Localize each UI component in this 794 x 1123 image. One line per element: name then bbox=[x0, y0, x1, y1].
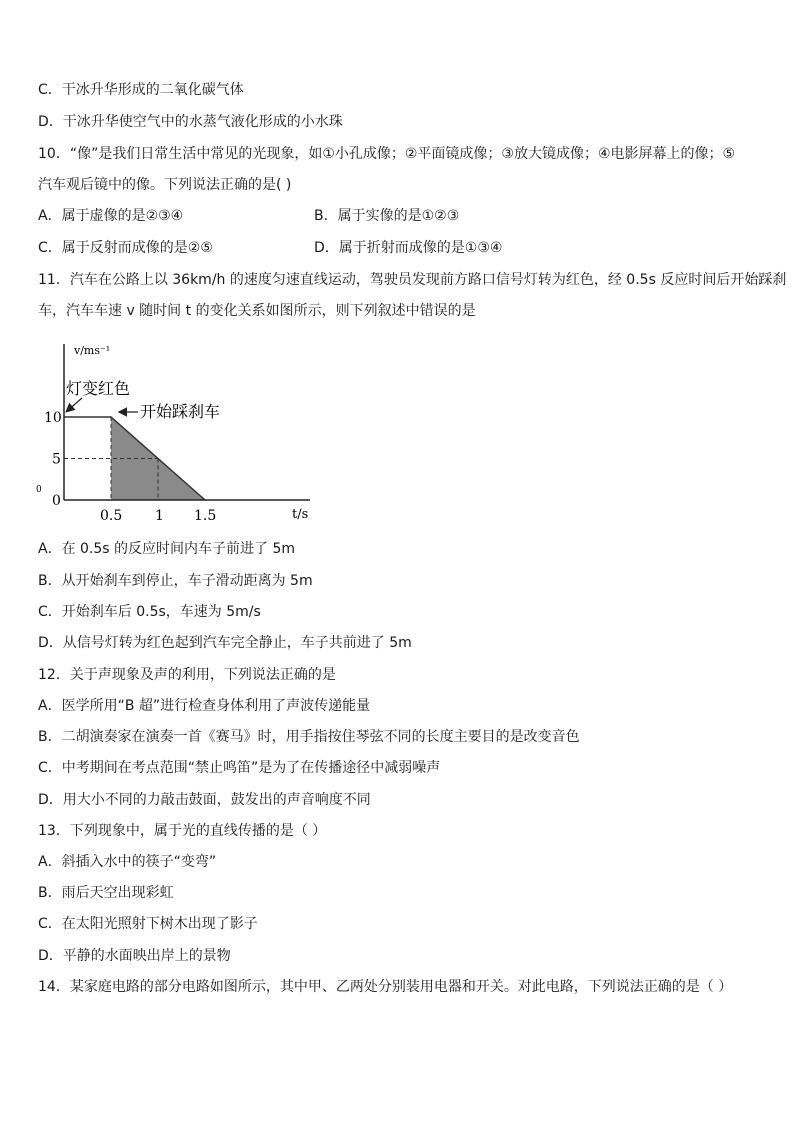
q10-stem-line1: 10．“像”是我们日常生活中常见的光现象，如①小孔成像；②平面镜成像；③放大镜成像；④电影屏幕上的像；⑤ bbox=[38, 146, 736, 162]
q12-option-b: B．二胡演奏家在演奏一首《赛马》时，用手指按住琴弦不同的长度主要目的是改变音色 bbox=[38, 729, 580, 745]
q12-option-a: A．医学所用“B 超”进行检查身体利用了声波传递能量 bbox=[38, 698, 371, 714]
q12-option-c: C．中考期间在考点范围“禁止鸣笛”是为了在传播途径中减弱噪声 bbox=[38, 760, 441, 776]
x-tick-1: 1 bbox=[155, 508, 164, 524]
x-axis-label: t/s bbox=[292, 507, 309, 522]
q13-option-b: B．雨后天空出现彩虹 bbox=[38, 885, 174, 901]
q11-option-b: B．从开始刹车到停止，车子滑动距离为 5m bbox=[38, 573, 313, 589]
y-tick-5: 5 bbox=[52, 451, 61, 468]
x-tick-05: 0.5 bbox=[100, 508, 123, 524]
q10-option-d: D．属于折射而成像的是①③④ bbox=[314, 240, 503, 256]
q11-stem-line2: 车，汽车车速 v 随时间 t 的变化关系如图所示，则下列叙述中错误的是 bbox=[38, 303, 476, 319]
q14-stem: 14．某家庭电路的部分电路如图所示，其中甲、乙两处分别装用电器和开关。对此电路，下列说法正确的是（ ） bbox=[38, 979, 733, 995]
q11-option-c: C．开始刹车后 0.5s，车速为 5m/s bbox=[38, 604, 261, 620]
q11-stem-line1: 11．汽车在公路上以 36km/h 的速度匀速直线运动，驾驶员发现前方路口信号灯转为红色，经 0.5s 反应时间后开始踩刹 bbox=[38, 272, 787, 288]
q9-option-c: C．干冰升华形成的二氧化碳气体 bbox=[38, 82, 244, 98]
q10-option-c: C．属于反射而成像的是②⑤ bbox=[38, 240, 213, 256]
velocity-time-graph bbox=[34, 338, 334, 528]
stray-tick: 0 bbox=[36, 485, 42, 495]
q12-stem: 12．关于声现象及声的利用，下列说法正确的是 bbox=[38, 667, 336, 683]
x-tick-15: 1.5 bbox=[194, 508, 217, 524]
q12-option-d: D．用大小不同的力敲击鼓面，鼓发出的声音响度不同 bbox=[38, 792, 371, 808]
annotation-light-red: 灯变红色 bbox=[66, 379, 131, 398]
q13-stem: 13．下列现象中，属于光的直线传播的是（ ） bbox=[38, 823, 327, 839]
q10-option-b: B．属于实像的是①②③ bbox=[314, 208, 460, 224]
q11-option-a: A．在 0.5s 的反应时间内车子前进了 5m bbox=[38, 541, 296, 557]
q13-option-c: C．在太阳光照射下树木出现了影子 bbox=[38, 916, 258, 932]
y-tick-10: 10 bbox=[44, 410, 62, 426]
q11-option-d: D．从信号灯转为红色起到汽车完全静止，车子共前进了 5m bbox=[38, 635, 412, 651]
y-tick-0: 0 bbox=[52, 493, 61, 509]
annotation-brake: 开始踩刹车 bbox=[140, 402, 221, 421]
q9-option-d: D．干冰升华使空气中的水蒸气液化形成的小水珠 bbox=[38, 114, 343, 130]
q13-option-d: D．平静的水面映出岸上的景物 bbox=[38, 948, 231, 964]
q13-option-a: A．斜插入水中的筷子“变弯” bbox=[38, 854, 217, 870]
q10-stem-line2: 汽车观后镜中的像。下列说法正确的是( ) bbox=[38, 177, 292, 193]
q10-option-a: A．属于虚像的是②③④ bbox=[38, 208, 184, 224]
y-axis-label: v/ms⁻¹ bbox=[74, 344, 111, 357]
annotation-light-red-arrow bbox=[67, 398, 82, 411]
